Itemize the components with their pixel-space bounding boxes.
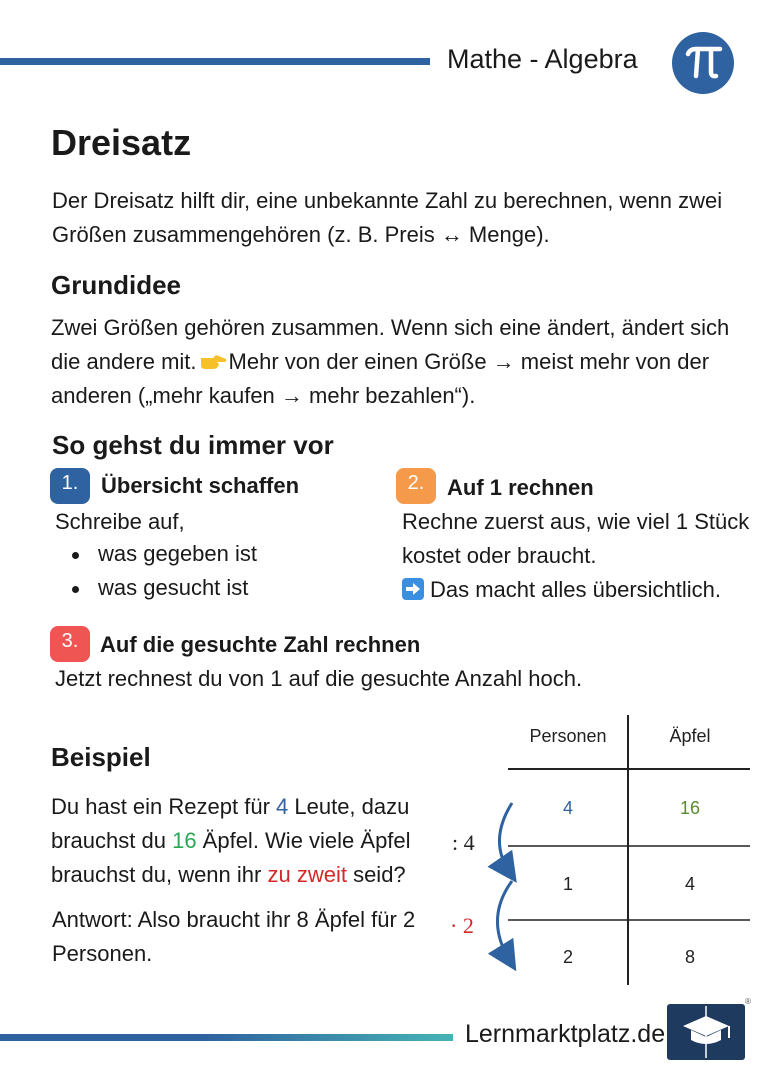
table-cell: 16	[679, 798, 701, 818]
step3-badge: 3.	[50, 626, 90, 662]
step3-title: Auf die gesuchte Zahl rechnen	[100, 632, 421, 657]
multiply-arrow	[497, 881, 512, 961]
pi-icon	[672, 32, 734, 94]
grundidee-text-part1: Zwei Größen gehören zusammen. Wenn sich eine ändert, ändert sich die andere mit.	[51, 315, 730, 374]
step1-text: Schreibe auf,	[55, 509, 185, 534]
zu-zweit-highlight: zu zweit	[267, 862, 347, 887]
step2-title: Auf 1 rechnen	[447, 475, 594, 500]
apple-count: 16	[172, 828, 197, 853]
step2-note	[402, 573, 752, 607]
step2-badge: 2.	[396, 468, 436, 504]
step1-badge: 1.	[50, 468, 90, 504]
step1-bullets	[70, 537, 257, 605]
footer-brand: Lernmarktplatz.de	[465, 1020, 666, 1048]
table-cell: 2	[562, 947, 574, 967]
subject-label: Mathe - Algebra	[447, 44, 638, 74]
beispiel-text	[51, 790, 451, 892]
list-item: was gegeben ist	[70, 537, 257, 571]
step3-text: Jetzt rechnest du von 1 auf die gesuchte Anzahl hoch.	[55, 666, 583, 691]
page-title: Dreisatz	[51, 122, 192, 163]
table-cell: 4	[684, 874, 696, 894]
pointing-hand-icon	[199, 347, 227, 367]
list-item: was gesucht ist	[70, 571, 257, 605]
answer-text: Antwort: Also braucht ihr 8 Äpfel für 2 Personen.	[52, 907, 416, 966]
steps-heading: So gehst du immer vor	[52, 430, 334, 460]
grundidee-text	[51, 311, 751, 413]
grundidee-heading: Grundidee	[51, 270, 182, 300]
divide-by-4-label: : 4	[452, 830, 475, 855]
table-header-personen: Personen	[529, 726, 607, 746]
step2-text: Rechne zuerst aus, wie viel 1 Stück kostet oder braucht.	[402, 509, 750, 568]
people-count: 4	[276, 794, 289, 819]
footer-rule	[0, 1034, 453, 1041]
beispiel-heading: Beispiel	[51, 742, 151, 772]
step2-text-block	[402, 505, 752, 607]
beispiel-text-part: Leute, dazu brauchst du	[51, 794, 410, 853]
beispiel-text-part: Äpfel. Wie viele Äpfel brauchst du, wenn ihr	[51, 828, 411, 887]
table-cell: 1	[562, 874, 574, 894]
table-cell: 4	[562, 798, 574, 818]
beispiel-text-part: seid?	[346, 862, 406, 887]
step2-note-text: Das macht alles übersichtlich.	[430, 577, 722, 602]
step1-title: Übersicht schaffen	[101, 473, 300, 498]
intro-text: Der Dreisatz hilft dir, eine unbekannte Zahl zu berechnen, wenn zwei Größen zusammengehören (z. B. Preis ↔ Menge).	[52, 188, 723, 247]
multiply-by-2-label: · 2	[450, 913, 474, 938]
proportion-table	[440, 705, 760, 995]
header-rule	[0, 58, 430, 65]
right-arrow-icon	[402, 578, 424, 600]
grundidee-text-part2: Mehr von der einen Größe → meist mehr von der anderen („mehr kaufen → mehr bezahlen“).	[51, 349, 710, 408]
divide-arrow	[499, 803, 512, 873]
book-graduation-cap-icon	[665, 998, 755, 1064]
beispiel-text-part: Du hast ein Rezept für	[51, 794, 277, 819]
table-cell: 8	[684, 947, 696, 967]
registered-mark: ®	[745, 998, 751, 1006]
table-header-aepfel: Äpfel	[669, 726, 711, 746]
